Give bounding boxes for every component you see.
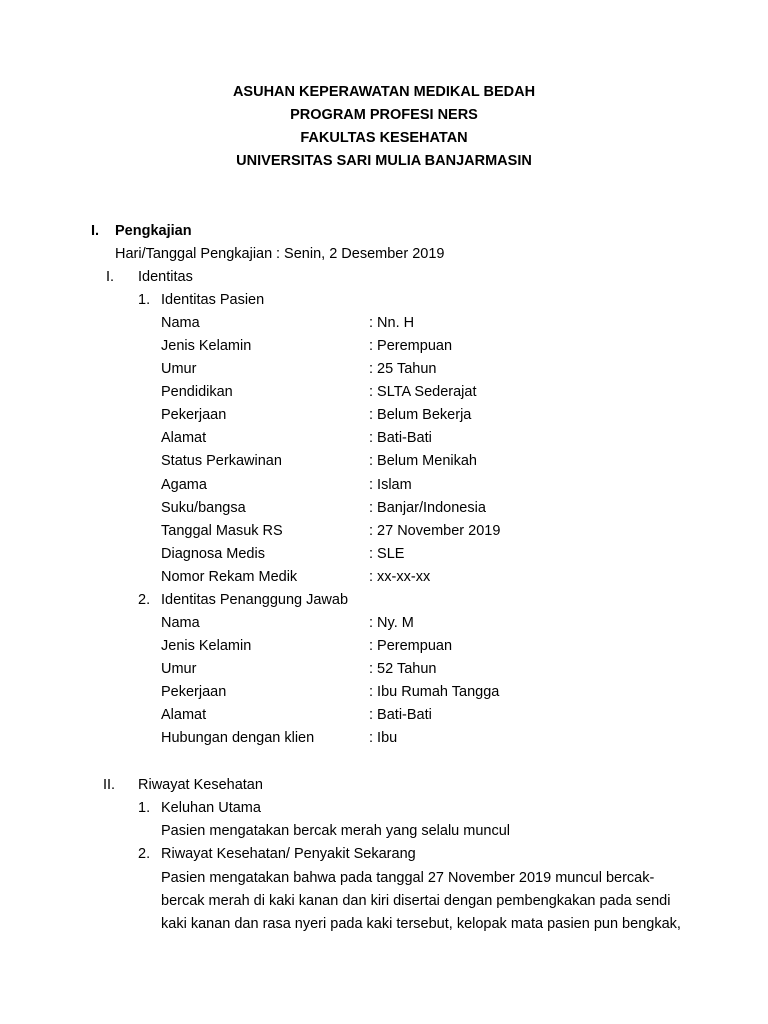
field-value: : SLE <box>369 546 405 562</box>
field-label: Nama <box>161 315 200 331</box>
header-line-1: ASUHAN KEPERAWATAN MEDIKAL BEDAH <box>232 84 536 100</box>
field-value: : 25 Tahun <box>369 361 437 377</box>
field-value: : SLTA Sederajat <box>369 384 477 400</box>
field-value: : Bati-Bati <box>369 707 432 723</box>
field-label: Tanggal Masuk RS <box>161 523 283 539</box>
header-line-2: PROGRAM PROFESI NERS <box>290 107 478 123</box>
field-value: : Islam <box>369 477 412 493</box>
guardian-identity-num: 2. <box>138 592 151 608</box>
field-label: Jenis Kelamin <box>161 638 252 654</box>
field-label: Hubungan dengan klien <box>161 730 315 746</box>
field-value: : 52 Tahun <box>369 661 437 677</box>
present-illness-line: bercak merah di kaki kanan dan kiri disertai dengan pembengkakan pada sendi <box>161 893 671 909</box>
field-label: Pekerjaan <box>161 407 227 423</box>
field-label: Alamat <box>161 707 207 723</box>
present-illness-line: kaki kanan dan rasa nyeri pada kaki tersebut, kelopak mata pasien pun bengkak, <box>161 916 681 932</box>
header-line-4: UNIVERSITAS SARI MULIA BANJARMASIN <box>236 153 532 169</box>
present-illness-num: 2. <box>138 846 151 862</box>
field-value: : Nn. H <box>369 315 415 331</box>
field-value: : Belum Bekerja <box>369 407 472 423</box>
section-1-numeral: I. <box>91 223 100 239</box>
field-value: : xx-xx-xx <box>369 569 431 585</box>
field-label: Pendidikan <box>161 384 233 400</box>
field-label: Suku/bangsa <box>161 500 246 516</box>
guardian-identity-title: Identitas Penanggung Jawab <box>161 592 349 608</box>
subsection-identitas-title: Identitas <box>138 269 193 285</box>
field-label: Diagnosa Medis <box>161 546 265 562</box>
field-label: Umur <box>161 661 197 677</box>
field-label: Nama <box>161 615 200 631</box>
field-value: : Perempuan <box>369 638 453 654</box>
field-label: Nomor Rekam Medik <box>161 569 298 585</box>
patient-identity-title: Identitas Pasien <box>161 292 265 308</box>
patient-identity-num: 1. <box>138 292 151 308</box>
field-value: : Bati-Bati <box>369 430 432 446</box>
field-value: : Banjar/Indonesia <box>369 500 486 516</box>
field-label: Jenis Kelamin <box>161 338 252 354</box>
field-value: : Belum Menikah <box>369 453 477 469</box>
field-label: Umur <box>161 361 197 377</box>
field-value: : Ibu <box>369 730 398 746</box>
present-illness-line: Pasien mengatakan bahwa pada tanggal 27 November 2019 muncul bercak- <box>161 870 655 886</box>
present-illness-title: Riwayat Kesehatan/ Penyakit Sekarang <box>161 846 416 862</box>
field-label: Status Perkawinan <box>161 453 282 469</box>
subsection-riwayat-numeral: II. <box>103 777 116 793</box>
field-value: : Ny. M <box>369 615 414 631</box>
field-value: : Ibu Rumah Tangga <box>369 684 500 700</box>
field-value: : 27 November 2019 <box>369 523 501 539</box>
header-line-3: FAKULTAS KESEHATAN <box>300 130 468 146</box>
assessment-date-value: : Senin, 2 Desember 2019 <box>276 246 445 262</box>
subsection-riwayat-title: Riwayat Kesehatan <box>138 777 263 793</box>
field-label: Agama <box>161 477 207 493</box>
field-value: : Perempuan <box>369 338 453 354</box>
chief-complaint-text: Pasien mengatakan bercak merah yang selalu muncul <box>161 823 511 839</box>
section-1-title: Pengkajian <box>115 223 192 239</box>
field-label: Alamat <box>161 430 207 446</box>
chief-complaint-num: 1. <box>138 800 151 816</box>
chief-complaint-title: Keluhan Utama <box>161 800 261 816</box>
field-label: Pekerjaan <box>161 684 227 700</box>
subsection-identitas-numeral: I. <box>106 269 115 285</box>
assessment-date-label: Hari/Tanggal Pengkajian <box>115 246 273 262</box>
